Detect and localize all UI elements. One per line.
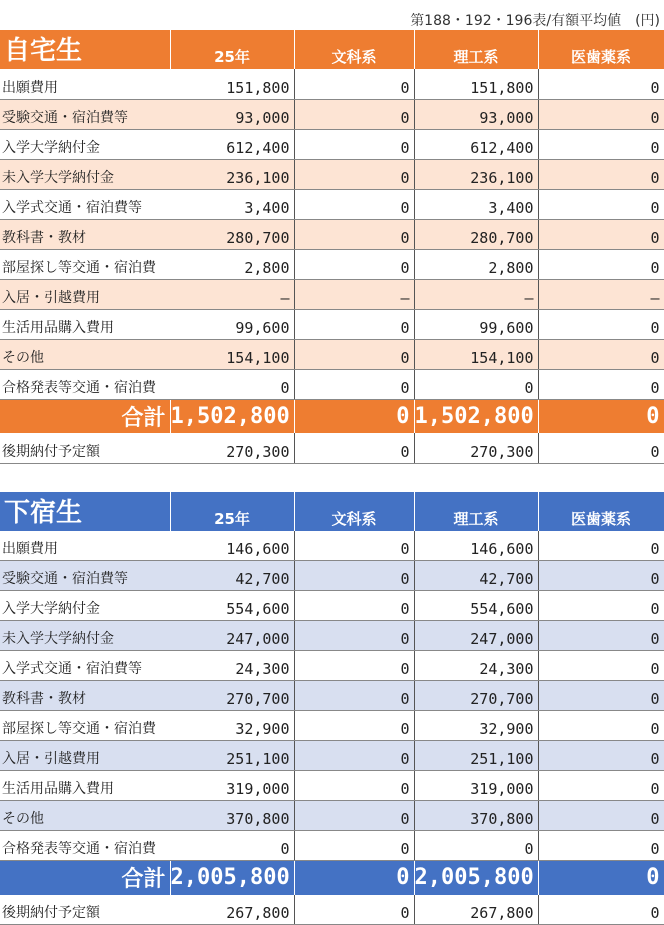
cell-value-medical: 0 bbox=[538, 711, 664, 741]
cell-value-year: 2,800 bbox=[170, 249, 294, 279]
row-label: 合格発表等交通・宿泊費 bbox=[0, 369, 170, 399]
cell-value-medical: 0 bbox=[538, 129, 664, 159]
cell-value-medical: 0 bbox=[538, 531, 664, 561]
cell-value-year: 612,400 bbox=[170, 129, 294, 159]
table-row bbox=[0, 99, 664, 129]
home-section-title: 自宅生 bbox=[0, 30, 170, 69]
cell-value-humanities: 0 bbox=[294, 591, 414, 621]
lodging-header-row bbox=[0, 492, 664, 531]
cell-value-science: 32,900 bbox=[414, 711, 538, 741]
cell-value-humanities: 0 bbox=[294, 621, 414, 651]
row-label: 部屋探し等交通・宿泊費 bbox=[0, 711, 170, 741]
lodging-deferred-row bbox=[0, 895, 664, 925]
home-total-row bbox=[0, 399, 664, 433]
table-row bbox=[0, 129, 664, 159]
table-row bbox=[0, 621, 664, 651]
deferred-label: 後期納付予定額 bbox=[0, 895, 170, 925]
cell-value-humanities: 0 bbox=[294, 561, 414, 591]
row-label: 生活用品購入費用 bbox=[0, 771, 170, 801]
table-row bbox=[0, 309, 664, 339]
row-label: 入居・引越費用 bbox=[0, 279, 170, 309]
column-header-humanities: 文科系 bbox=[294, 492, 414, 531]
deferred-value-year: 267,800 bbox=[170, 895, 294, 925]
cell-value-humanities: 0 bbox=[294, 129, 414, 159]
total-value-year: 1,502,800 bbox=[170, 399, 294, 433]
row-label: 教科書・教材 bbox=[0, 681, 170, 711]
cell-value-science: 146,600 bbox=[414, 531, 538, 561]
section-spacer bbox=[0, 464, 664, 492]
table-row bbox=[0, 369, 664, 399]
cell-value-humanities: 0 bbox=[294, 651, 414, 681]
cell-value-humanities: 0 bbox=[294, 159, 414, 189]
lodging-rows bbox=[0, 531, 664, 861]
table-row bbox=[0, 741, 664, 771]
deferred-value-medical: 0 bbox=[538, 895, 664, 925]
home-rows bbox=[0, 69, 664, 399]
cell-value-humanities: 0 bbox=[294, 831, 414, 861]
cell-value-medical: 0 bbox=[538, 99, 664, 129]
lodging-total-row bbox=[0, 861, 664, 895]
cell-value-science: 280,700 bbox=[414, 219, 538, 249]
deferred-value-science: 270,300 bbox=[414, 433, 538, 463]
deferred-value-medical: 0 bbox=[538, 433, 664, 463]
row-label: その他 bbox=[0, 801, 170, 831]
cell-value-medical: 0 bbox=[538, 189, 664, 219]
cell-value-science: 554,600 bbox=[414, 591, 538, 621]
cell-value-year: 280,700 bbox=[170, 219, 294, 249]
cell-value-science: 319,000 bbox=[414, 771, 538, 801]
cell-value-science: 154,100 bbox=[414, 339, 538, 369]
column-header-medical: 医歯薬系 bbox=[538, 492, 664, 531]
cell-value-medical: 0 bbox=[538, 69, 664, 99]
cell-value-humanities: 0 bbox=[294, 531, 414, 561]
cell-value-science: 0 bbox=[414, 369, 538, 399]
row-label: 出願費用 bbox=[0, 531, 170, 561]
cell-value-year: 270,700 bbox=[170, 681, 294, 711]
table-row bbox=[0, 531, 664, 561]
table-row bbox=[0, 801, 664, 831]
cell-value-year: 247,000 bbox=[170, 621, 294, 651]
cell-value-medical: 0 bbox=[538, 591, 664, 621]
cell-value-year: 99,600 bbox=[170, 309, 294, 339]
cell-value-humanities: 0 bbox=[294, 711, 414, 741]
table-row bbox=[0, 831, 664, 861]
cell-value-medical: 0 bbox=[538, 771, 664, 801]
cell-value-year: 154,100 bbox=[170, 339, 294, 369]
column-header-medical: 医歯薬系 bbox=[538, 30, 664, 69]
row-label: 生活用品購入費用 bbox=[0, 309, 170, 339]
cell-value-year: 3,400 bbox=[170, 189, 294, 219]
cell-value-humanities: 0 bbox=[294, 339, 414, 369]
cell-value-year: 0 bbox=[170, 369, 294, 399]
table-row bbox=[0, 681, 664, 711]
cell-value-year: 32,900 bbox=[170, 711, 294, 741]
total-value-science: 2,005,800 bbox=[414, 861, 538, 895]
cell-value-medical: 0 bbox=[538, 309, 664, 339]
column-header-science: 理工系 bbox=[414, 30, 538, 69]
cell-value-medical: 0 bbox=[538, 159, 664, 189]
cell-value-science: 93,000 bbox=[414, 99, 538, 129]
column-header-year: 25年 bbox=[170, 492, 294, 531]
table-row bbox=[0, 591, 664, 621]
cell-value-humanities: 0 bbox=[294, 219, 414, 249]
table-row bbox=[0, 339, 664, 369]
row-label: 出願費用 bbox=[0, 69, 170, 99]
row-label: 未入学大学納付金 bbox=[0, 621, 170, 651]
table-row bbox=[0, 159, 664, 189]
row-label: その他 bbox=[0, 339, 170, 369]
table-row bbox=[0, 69, 664, 99]
row-label: 受験交通・宿泊費等 bbox=[0, 561, 170, 591]
cell-value-year: 146,600 bbox=[170, 531, 294, 561]
cell-value-year: 554,600 bbox=[170, 591, 294, 621]
cell-value-year: 0 bbox=[170, 831, 294, 861]
row-label: 入学大学納付金 bbox=[0, 591, 170, 621]
deferred-value-humanities: 0 bbox=[294, 433, 414, 463]
cell-value-humanities: 0 bbox=[294, 741, 414, 771]
cell-value-humanities: 0 bbox=[294, 681, 414, 711]
cell-value-science: 0 bbox=[414, 831, 538, 861]
row-label: 未入学大学納付金 bbox=[0, 159, 170, 189]
cell-value-year: 42,700 bbox=[170, 561, 294, 591]
cell-value-humanities: 0 bbox=[294, 69, 414, 99]
cell-value-year: 151,800 bbox=[170, 69, 294, 99]
row-label: 合格発表等交通・宿泊費 bbox=[0, 831, 170, 861]
cell-value-year: 319,000 bbox=[170, 771, 294, 801]
cell-value-science: ― bbox=[414, 279, 538, 309]
column-header-year: 25年 bbox=[170, 30, 294, 69]
cell-value-year: 370,800 bbox=[170, 801, 294, 831]
cell-value-medical: 0 bbox=[538, 561, 664, 591]
cell-value-science: 2,800 bbox=[414, 249, 538, 279]
cell-value-science: 42,700 bbox=[414, 561, 538, 591]
cell-value-humanities: 0 bbox=[294, 309, 414, 339]
cell-value-medical: 0 bbox=[538, 681, 664, 711]
cell-value-humanities: ― bbox=[294, 279, 414, 309]
cell-value-medical: 0 bbox=[538, 621, 664, 651]
cell-value-humanities: 0 bbox=[294, 99, 414, 129]
cell-value-science: 247,000 bbox=[414, 621, 538, 651]
home-student-table bbox=[0, 30, 664, 464]
deferred-label: 後期納付予定額 bbox=[0, 433, 170, 463]
total-label: 合計 bbox=[0, 861, 170, 895]
table-row bbox=[0, 711, 664, 741]
table-note: 第188・192・196表/有額平均値 (円) bbox=[0, 0, 664, 30]
cell-value-year: 236,100 bbox=[170, 159, 294, 189]
cell-value-science: 151,800 bbox=[414, 69, 538, 99]
row-label: 入学大学納付金 bbox=[0, 129, 170, 159]
cell-value-medical: 0 bbox=[538, 219, 664, 249]
total-value-medical: 0 bbox=[538, 861, 664, 895]
cell-value-year: 24,300 bbox=[170, 651, 294, 681]
cell-value-science: 370,800 bbox=[414, 801, 538, 831]
cell-value-medical: 0 bbox=[538, 831, 664, 861]
row-label: 受験交通・宿泊費等 bbox=[0, 99, 170, 129]
cell-value-medical: 0 bbox=[538, 651, 664, 681]
cell-value-science: 236,100 bbox=[414, 159, 538, 189]
home-header-row bbox=[0, 30, 664, 69]
cell-value-science: 612,400 bbox=[414, 129, 538, 159]
cell-value-science: 3,400 bbox=[414, 189, 538, 219]
cell-value-medical: 0 bbox=[538, 249, 664, 279]
total-value-medical: 0 bbox=[538, 399, 664, 433]
total-value-science: 1,502,800 bbox=[414, 399, 538, 433]
cell-value-year: 93,000 bbox=[170, 99, 294, 129]
cell-value-year: ― bbox=[170, 279, 294, 309]
table-row bbox=[0, 771, 664, 801]
cell-value-humanities: 0 bbox=[294, 249, 414, 279]
home-deferred-row bbox=[0, 433, 664, 463]
cell-value-science: 24,300 bbox=[414, 651, 538, 681]
row-label: 部屋探し等交通・宿泊費 bbox=[0, 249, 170, 279]
table-row bbox=[0, 249, 664, 279]
cell-value-medical: 0 bbox=[538, 369, 664, 399]
lodging-section-title: 下宿生 bbox=[0, 492, 170, 531]
column-header-humanities: 文科系 bbox=[294, 30, 414, 69]
row-label: 入学式交通・宿泊費等 bbox=[0, 189, 170, 219]
lodging-student-table bbox=[0, 492, 664, 925]
table-row bbox=[0, 219, 664, 249]
cell-value-humanities: 0 bbox=[294, 369, 414, 399]
cell-value-humanities: 0 bbox=[294, 771, 414, 801]
total-label: 合計 bbox=[0, 399, 170, 433]
deferred-value-humanities: 0 bbox=[294, 895, 414, 925]
cell-value-medical: 0 bbox=[538, 741, 664, 771]
deferred-value-year: 270,300 bbox=[170, 433, 294, 463]
deferred-value-science: 267,800 bbox=[414, 895, 538, 925]
table-row bbox=[0, 561, 664, 591]
cell-value-science: 99,600 bbox=[414, 309, 538, 339]
column-header-science: 理工系 bbox=[414, 492, 538, 531]
cell-value-humanities: 0 bbox=[294, 189, 414, 219]
cell-value-medical: ― bbox=[538, 279, 664, 309]
total-value-humanities: 0 bbox=[294, 861, 414, 895]
total-value-year: 2,005,800 bbox=[170, 861, 294, 895]
cell-value-humanities: 0 bbox=[294, 801, 414, 831]
row-label: 入居・引越費用 bbox=[0, 741, 170, 771]
table-row bbox=[0, 189, 664, 219]
total-value-humanities: 0 bbox=[294, 399, 414, 433]
row-label: 入学式交通・宿泊費等 bbox=[0, 651, 170, 681]
cell-value-year: 251,100 bbox=[170, 741, 294, 771]
table-row bbox=[0, 279, 664, 309]
cell-value-science: 270,700 bbox=[414, 681, 538, 711]
row-label: 教科書・教材 bbox=[0, 219, 170, 249]
cell-value-medical: 0 bbox=[538, 801, 664, 831]
cell-value-science: 251,100 bbox=[414, 741, 538, 771]
table-row bbox=[0, 651, 664, 681]
cell-value-medical: 0 bbox=[538, 339, 664, 369]
